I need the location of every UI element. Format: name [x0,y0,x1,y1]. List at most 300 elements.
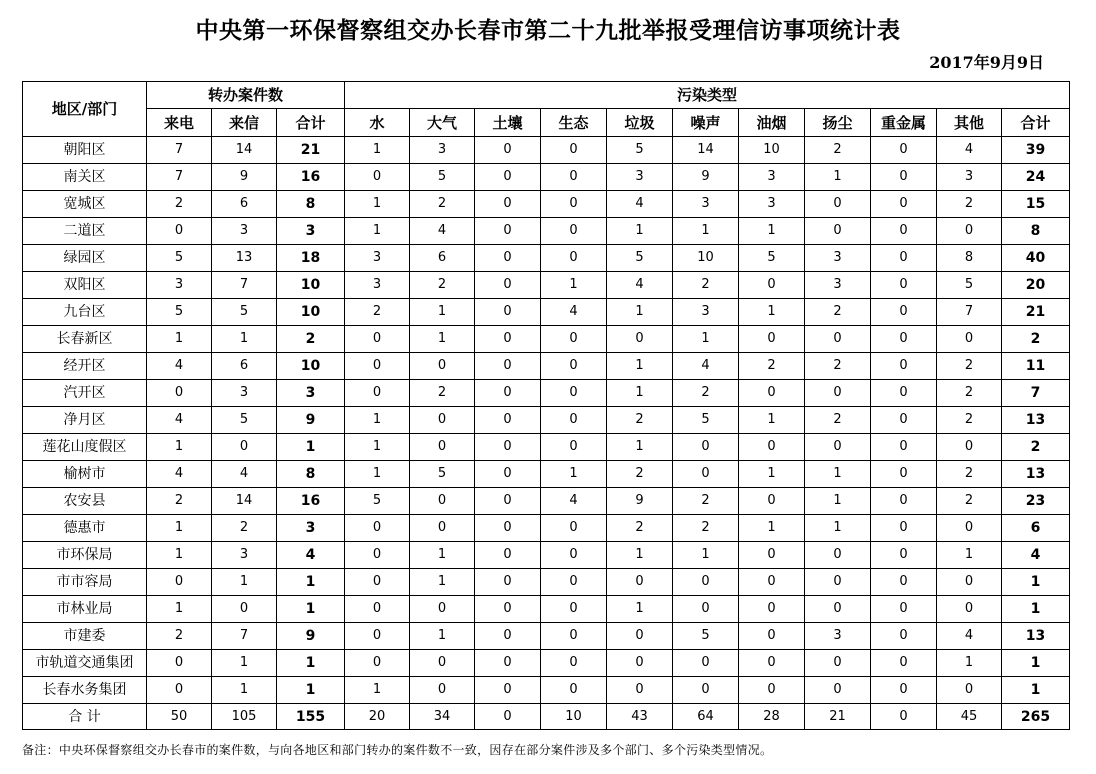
value-cell: 5 [607,137,673,164]
value-cell: 2 [937,407,1002,434]
table-row [23,461,1070,488]
subtotal-cell: 1 [1002,650,1070,677]
value-cell: 0 [871,353,937,380]
value-cell: 7 [212,623,277,650]
subtotal-cell: 1 [1002,677,1070,704]
value-cell: 0 [147,380,212,407]
column-header: 其他 [937,109,1002,137]
value-cell: 0 [739,542,805,569]
value-cell: 0 [410,677,475,704]
value-cell: 0 [805,650,871,677]
subtotal-cell: 3 [277,218,345,245]
value-cell: 14 [212,137,277,164]
value-cell: 0 [475,407,541,434]
value-cell: 0 [475,299,541,326]
column-header: 水 [345,109,410,137]
value-cell: 3 [805,245,871,272]
value-cell: 0 [805,191,871,218]
value-cell: 0 [937,596,1002,623]
value-cell: 1 [541,272,607,299]
region-name: 二道区 [23,218,147,245]
value-cell: 0 [871,677,937,704]
value-cell: 20 [345,704,410,730]
value-cell: 105 [212,704,277,730]
value-cell: 6 [410,245,475,272]
value-cell: 3 [937,164,1002,191]
value-cell: 0 [673,650,739,677]
value-cell: 3 [212,542,277,569]
value-cell: 0 [541,353,607,380]
region-name: 农安县 [23,488,147,515]
value-cell: 8 [937,245,1002,272]
value-cell: 0 [541,569,607,596]
subtotal-cell: 16 [277,488,345,515]
value-cell: 0 [345,569,410,596]
value-cell: 0 [541,623,607,650]
value-cell: 4 [937,623,1002,650]
value-cell: 0 [475,650,541,677]
value-cell: 2 [739,353,805,380]
value-cell: 5 [212,407,277,434]
value-cell: 1 [212,569,277,596]
value-cell: 1 [607,542,673,569]
region-name: 宽城区 [23,191,147,218]
subtotal-cell: 39 [1002,137,1070,164]
value-cell: 0 [212,596,277,623]
column-header: 合计 [277,109,345,137]
value-cell: 1 [410,623,475,650]
value-cell: 9 [212,164,277,191]
value-cell: 9 [607,488,673,515]
region-name: 朝阳区 [23,137,147,164]
value-cell: 5 [607,245,673,272]
value-cell: 3 [805,272,871,299]
value-cell: 4 [607,272,673,299]
region-name: 德惠市 [23,515,147,542]
region-name: 市林业局 [23,596,147,623]
subtotal-cell: 9 [277,623,345,650]
value-cell: 2 [805,407,871,434]
table-row [23,569,1070,596]
column-header: 土壤 [475,109,541,137]
value-cell: 7 [147,164,212,191]
value-cell: 0 [937,515,1002,542]
value-cell: 0 [673,677,739,704]
value-cell: 0 [475,488,541,515]
subtotal-cell: 21 [277,137,345,164]
value-cell: 4 [410,218,475,245]
column-header: 扬尘 [805,109,871,137]
value-cell: 0 [147,569,212,596]
region-name: 长春水务集团 [23,677,147,704]
value-cell: 0 [345,650,410,677]
table-row [23,191,1070,218]
value-cell: 1 [805,515,871,542]
value-cell: 1 [937,542,1002,569]
region-name: 长春新区 [23,326,147,353]
value-cell: 0 [937,434,1002,461]
value-cell: 0 [871,434,937,461]
value-cell: 0 [345,164,410,191]
subtotal-cell: 1 [277,650,345,677]
value-cell: 2 [607,407,673,434]
value-cell: 0 [410,488,475,515]
value-cell: 0 [607,677,673,704]
value-cell: 1 [345,191,410,218]
subtotal-cell: 1 [277,677,345,704]
value-cell: 0 [541,515,607,542]
subtotal-cell: 265 [1002,704,1070,730]
column-header: 重金属 [871,109,937,137]
table-row [23,488,1070,515]
value-cell: 28 [739,704,805,730]
value-cell: 3 [739,191,805,218]
subtotal-cell: 2 [277,326,345,353]
value-cell: 1 [345,461,410,488]
value-cell: 0 [871,218,937,245]
region-name: 市建委 [23,623,147,650]
subtotal-cell: 9 [277,407,345,434]
subtotal-cell: 15 [1002,191,1070,218]
value-cell: 5 [673,407,739,434]
table-row [23,623,1070,650]
value-cell: 1 [410,569,475,596]
value-cell: 1 [147,326,212,353]
value-cell: 0 [410,407,475,434]
subtotal-cell: 7 [1002,380,1070,407]
value-cell: 0 [739,596,805,623]
subtotal-cell: 4 [1002,542,1070,569]
value-cell: 3 [345,245,410,272]
value-cell: 0 [805,596,871,623]
value-cell: 2 [673,380,739,407]
value-cell: 4 [147,461,212,488]
value-cell: 0 [541,164,607,191]
value-cell: 0 [607,623,673,650]
value-cell: 0 [805,569,871,596]
report-date: 2017年9月9日 [929,53,1044,72]
value-cell: 0 [345,326,410,353]
value-cell: 3 [805,623,871,650]
region-name: 汽开区 [23,380,147,407]
value-cell: 0 [541,326,607,353]
value-cell: 0 [212,434,277,461]
value-cell: 2 [212,515,277,542]
table-body [23,137,1070,730]
value-cell: 5 [345,488,410,515]
value-cell: 1 [147,515,212,542]
value-cell: 0 [475,569,541,596]
value-cell: 0 [871,326,937,353]
value-cell: 0 [937,326,1002,353]
value-cell: 43 [607,704,673,730]
value-cell: 9 [673,164,739,191]
value-cell: 5 [147,299,212,326]
value-cell: 2 [410,272,475,299]
value-cell: 6 [212,191,277,218]
region-name: 榆树市 [23,461,147,488]
value-cell: 0 [871,488,937,515]
value-cell: 0 [410,434,475,461]
subtotal-cell: 3 [277,380,345,407]
table-row [23,434,1070,461]
value-cell: 1 [805,488,871,515]
value-cell: 1 [147,434,212,461]
value-cell: 3 [212,218,277,245]
value-cell: 0 [475,164,541,191]
value-cell: 2 [147,191,212,218]
total-label: 合 计 [23,704,147,730]
value-cell: 1 [541,461,607,488]
value-cell: 0 [541,596,607,623]
subtotal-cell: 10 [277,299,345,326]
value-cell: 0 [673,461,739,488]
value-cell: 0 [345,623,410,650]
value-cell: 0 [541,137,607,164]
value-cell: 0 [871,299,937,326]
value-cell: 0 [475,137,541,164]
region-name: 双阳区 [23,272,147,299]
value-cell: 1 [739,461,805,488]
value-cell: 10 [541,704,607,730]
table-row [23,218,1070,245]
value-cell: 2 [410,380,475,407]
header-row-columns [23,109,1070,137]
value-cell: 2 [345,299,410,326]
subtotal-cell: 1 [1002,569,1070,596]
table-row [23,380,1070,407]
value-cell: 1 [345,137,410,164]
value-cell: 4 [147,353,212,380]
value-cell: 2 [805,299,871,326]
value-cell: 0 [475,434,541,461]
value-cell: 0 [147,218,212,245]
value-cell: 0 [475,704,541,730]
value-cell: 7 [147,137,212,164]
region-name: 净月区 [23,407,147,434]
value-cell: 0 [673,569,739,596]
value-cell: 5 [212,299,277,326]
page-title: 中央第一环保督察组交办长春市第二十九批举报受理信访事项统计表 [195,17,901,44]
value-cell: 1 [607,380,673,407]
value-cell: 1 [345,218,410,245]
value-cell: 0 [871,380,937,407]
value-cell: 2 [937,191,1002,218]
value-cell: 0 [871,569,937,596]
value-cell: 14 [673,137,739,164]
subtotal-cell: 20 [1002,272,1070,299]
value-cell: 7 [937,299,1002,326]
value-cell: 0 [673,434,739,461]
value-cell: 5 [147,245,212,272]
value-cell: 0 [475,542,541,569]
value-cell: 0 [541,380,607,407]
value-cell: 4 [937,137,1002,164]
value-cell: 2 [673,515,739,542]
value-cell: 0 [937,569,1002,596]
subtotal-cell: 8 [277,191,345,218]
value-cell: 0 [475,623,541,650]
value-cell: 4 [147,407,212,434]
value-cell: 0 [147,677,212,704]
value-cell: 0 [345,380,410,407]
value-cell: 1 [212,677,277,704]
value-cell: 0 [739,380,805,407]
value-cell: 0 [475,677,541,704]
value-cell: 0 [805,380,871,407]
value-cell: 0 [871,650,937,677]
value-cell: 3 [410,137,475,164]
value-cell: 0 [871,515,937,542]
table-row [23,650,1070,677]
value-cell: 34 [410,704,475,730]
value-cell: 0 [541,407,607,434]
column-header: 来电 [147,109,212,137]
value-cell: 1 [345,434,410,461]
value-cell: 0 [475,191,541,218]
value-cell: 5 [673,623,739,650]
value-cell: 5 [739,245,805,272]
value-cell: 7 [212,272,277,299]
value-cell: 1 [673,218,739,245]
value-cell: 2 [937,353,1002,380]
value-cell: 0 [739,434,805,461]
subtotal-cell: 2 [1002,326,1070,353]
value-cell: 0 [410,353,475,380]
value-cell: 1 [739,299,805,326]
region-name: 市轨道交通集团 [23,650,147,677]
value-cell: 0 [805,434,871,461]
table-row [23,326,1070,353]
table-row [23,272,1070,299]
value-cell: 4 [673,353,739,380]
value-cell: 1 [212,650,277,677]
value-cell: 0 [871,461,937,488]
value-cell: 0 [805,542,871,569]
subtotal-cell: 18 [277,245,345,272]
value-cell: 0 [871,191,937,218]
value-cell: 1 [410,299,475,326]
footnote: 备注：中央环保督察组交办长春市的案件数，与向各地区和部门转办的案件数不一致，因存在部分案件涉及多个部门、多个污染类型情况。 [22,743,773,757]
value-cell: 1 [673,326,739,353]
value-cell: 1 [739,218,805,245]
subtotal-cell: 16 [277,164,345,191]
value-cell: 0 [937,218,1002,245]
value-cell: 2 [147,623,212,650]
value-cell: 0 [805,677,871,704]
column-header: 噪声 [673,109,739,137]
region-name: 绿园区 [23,245,147,272]
value-cell: 0 [871,542,937,569]
value-cell: 2 [805,353,871,380]
value-cell: 0 [871,704,937,730]
column-header: 油烟 [739,109,805,137]
value-cell: 1 [607,218,673,245]
value-cell: 1 [937,650,1002,677]
table-row [23,299,1070,326]
subtotal-cell: 13 [1002,461,1070,488]
value-cell: 1 [410,542,475,569]
value-cell: 0 [607,650,673,677]
subtotal-cell: 1 [277,596,345,623]
region-name: 南关区 [23,164,147,191]
value-cell: 14 [212,488,277,515]
value-cell: 10 [673,245,739,272]
value-cell: 1 [805,461,871,488]
subtotal-cell: 10 [277,272,345,299]
table-row [23,515,1070,542]
value-cell: 2 [805,137,871,164]
value-cell: 3 [607,164,673,191]
table-row [23,596,1070,623]
value-cell: 0 [410,515,475,542]
pollution-group-header: 污染类型 [345,82,1070,109]
value-cell: 0 [871,623,937,650]
value-cell: 0 [739,650,805,677]
value-cell: 0 [739,488,805,515]
value-cell: 3 [147,272,212,299]
value-cell: 3 [212,380,277,407]
statistics-table [22,81,1070,730]
subtotal-cell: 21 [1002,299,1070,326]
value-cell: 2 [937,461,1002,488]
value-cell: 64 [673,704,739,730]
value-cell: 0 [410,596,475,623]
subtotal-cell: 6 [1002,515,1070,542]
value-cell: 2 [673,272,739,299]
value-cell: 0 [345,542,410,569]
value-cell: 10 [739,137,805,164]
value-cell: 0 [410,650,475,677]
value-cell: 0 [475,461,541,488]
value-cell: 5 [410,164,475,191]
subtotal-cell: 24 [1002,164,1070,191]
value-cell: 2 [673,488,739,515]
value-cell: 45 [937,704,1002,730]
value-cell: 1 [607,434,673,461]
value-cell: 0 [739,677,805,704]
value-cell: 13 [212,245,277,272]
value-cell: 0 [871,407,937,434]
value-cell: 1 [212,326,277,353]
value-cell: 0 [871,164,937,191]
value-cell: 2 [410,191,475,218]
value-cell: 0 [475,380,541,407]
value-cell: 0 [739,326,805,353]
value-cell: 0 [937,677,1002,704]
value-cell: 2 [147,488,212,515]
value-cell: 0 [475,272,541,299]
column-header: 垃圾 [607,109,673,137]
value-cell: 0 [805,326,871,353]
subtotal-cell: 8 [277,461,345,488]
value-cell: 0 [475,326,541,353]
value-cell: 3 [673,191,739,218]
subtotal-cell: 13 [1002,623,1070,650]
value-cell: 0 [607,569,673,596]
table-row [23,353,1070,380]
value-cell: 0 [739,272,805,299]
subtotal-cell: 10 [277,353,345,380]
column-header: 大气 [410,109,475,137]
value-cell: 0 [541,434,607,461]
subtotal-cell: 1 [1002,596,1070,623]
value-cell: 0 [871,245,937,272]
subtotal-cell: 8 [1002,218,1070,245]
value-cell: 0 [541,650,607,677]
value-cell: 3 [673,299,739,326]
value-cell: 3 [345,272,410,299]
